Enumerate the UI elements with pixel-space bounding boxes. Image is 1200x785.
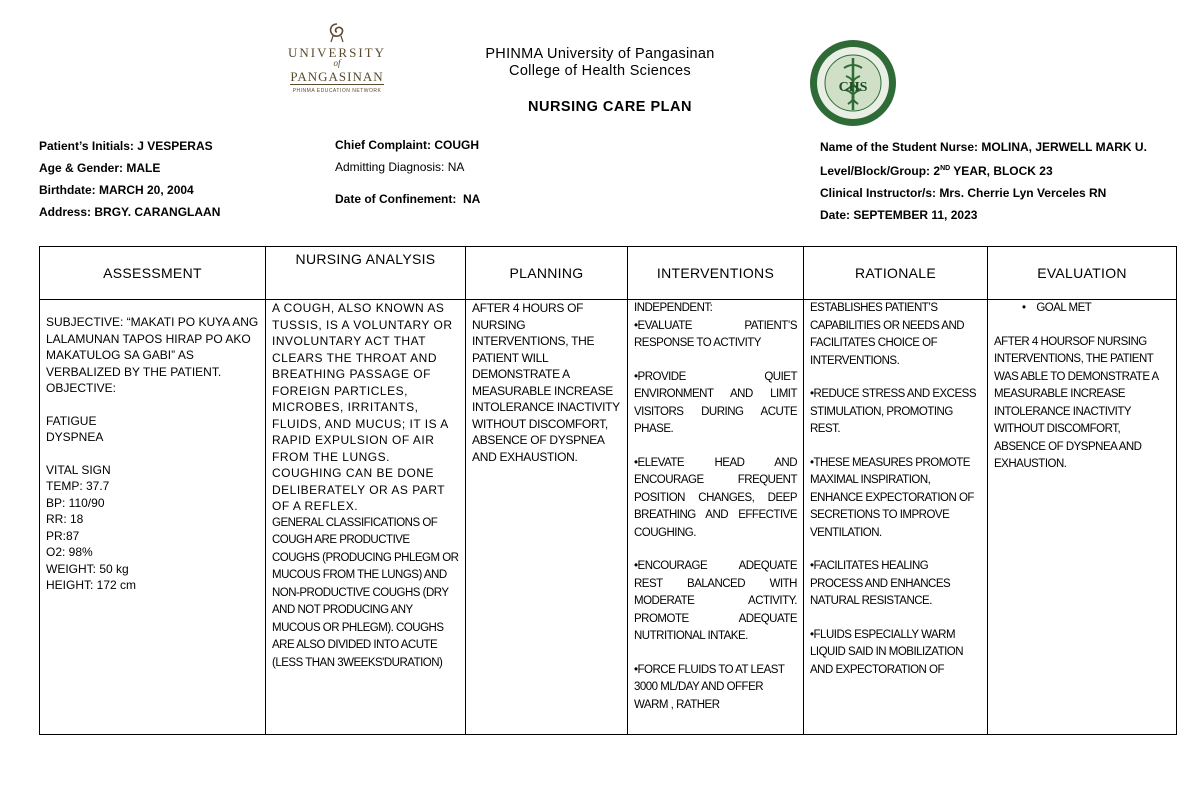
intervention-item: •FORCE FLUIDS TO AT LEAST 3000 ML/DAY AND OFFER WARM , RATHER: [634, 663, 785, 711]
college-name: College of Health Sciences: [509, 63, 691, 79]
logo-network: PHINMA EDUCATION NETWORK: [292, 88, 382, 94]
patient-initials: J VESPERAS: [137, 139, 213, 153]
vital-item: TEMP: 37.7: [46, 479, 110, 493]
objective-item: DYSPNEA: [46, 430, 104, 444]
intervention-item: •EVALUATE PATIENT’S RESPONSE TO ACTIVITY: [634, 319, 797, 349]
chief-complaint: : COUGH: [427, 138, 479, 152]
bullet-icon: •: [1022, 302, 1037, 314]
header-interventions: INTERVENTIONS: [628, 247, 804, 300]
student-info: Name of the Student Nurse: MOLINA, JERWELL MARK U. Level/Block/Group: 2ND YEAR, BLOCK 23 Clinical Instructor/s: Mrs. Cherrie Lyn Verceles RN Date: SEPTEMBER 11, 2023: [820, 140, 1147, 222]
planning-text: AFTER 4 HOURS OF NURSING INTERVENTIONS, THE PATIENT WILL DEMONSTRATE A MEASURABLE INCREASE INTOLERANCE INACTIVITY WITHOUT DISCOMFORT, ABSENCE OF DYSPNEA AND EXHAUSTION.: [472, 301, 620, 464]
care-plan-table: [39, 246, 1177, 735]
objective-label: OBJECTIVE:: [46, 381, 117, 395]
interventions-heading: INDEPENDENT:: [634, 302, 713, 314]
svg-text:CHS: CHS: [838, 80, 868, 95]
vital-item: BP: 110/90: [46, 495, 105, 510]
header-rationale: RATIONALE: [804, 247, 988, 300]
vital-sign-label: VITAL SIGN: [46, 462, 111, 477]
logo-of: of: [333, 58, 341, 68]
chs-seal-icon: [808, 38, 898, 128]
university-logo: [282, 22, 392, 106]
vital-item: WEIGHT: 50 kg: [46, 561, 129, 576]
clinical-instructor: Mrs. Cherrie Lyn Verceles RN: [939, 186, 1107, 200]
subjective-text: SUBJECTIVE: “MAKATI PO KUYA ANG LALAMUNAN TAPOS HIRAP PO AKO MAKATULOG SA GABI” AS VERBALIZED BY THE PATIENT.: [46, 315, 259, 379]
vital-item: HEIGHT: 172 cm: [46, 578, 137, 592]
plan-date: SEPTEMBER 11, 2023: [853, 208, 978, 222]
student-name: MOLINA, JERWELL MARK U.: [981, 140, 1147, 154]
evaluation-text: AFTER 4 HOURSOF NURSING INTERVENTIONS, THE PATIENT WAS ABLE TO DEMONSTRATE A MEASURABLE INCREASE INTOLERANCE INACTIVITY WITHOUT DISCOMFORT, ABSENCE OF DYSPNEA AND EXHAUSTION.: [994, 335, 1159, 470]
header-assessment: ASSESSMENT: [40, 247, 266, 300]
intervention-item: •ENCOURAGE ADEQUATE REST BALANCED WITH MODERATE ACTIVITY. PROMOTE ADEQUATE NUTRITIONAL INTAKE.: [634, 560, 797, 642]
patient-info: Patient’s Initials: J VESPERAS Age & Gender: MALE Birthdate: MARCH 20, 2004 Address: BRGY. CARANGLAAN: [39, 139, 221, 219]
planning-cell: [466, 300, 628, 735]
objective-item: FATIGUE: [46, 413, 97, 428]
evaluation-cell: [988, 300, 1177, 735]
table-header-row: [40, 247, 1177, 300]
header-nursing-analysis: NURSING ANALYSIS: [266, 247, 466, 300]
crest-icon: [324, 22, 350, 44]
analysis-cell: [266, 300, 466, 735]
analysis-text: A COUGH, ALSO KNOWN AS TUSSIS, IS A VOLUNTARY OR INVOLUNTARY ACT THAT CLEARS THE THROAT AND BREATHING PASSAGE OF FOREIGN PARTICLES, MICROBES, IRRITANTS, FLUIDS, AND MUCUS; IT IS A RAPID EXPULSION OF AIR FROM THE LUNGS. COUGHING CAN BE DONE DELIBERATELY OR AS PART OF A REFLEX.: [272, 301, 453, 513]
header-planning: PLANNING: [466, 247, 628, 300]
patient-address: BRGY. CARANGLAAN: [94, 205, 221, 219]
analysis-text-continued: GENERAL CLASSIFICATIONS OF COUGH ARE PRODUCTIVE COUGHS (PRODUCING PHLEGM OR MUCOUS FROM THE LUNGS) AND NON-PRODUCTIVE COUGHS (DRY AND NOT PRODUCING ANY MUCOUS OR PHLEGM). COUGHS ARE ALSO DIVIDED INTO ACUTE (LESS THAN 3WEEKS'DURATION): [272, 516, 459, 669]
rationale-item: •FLUIDS ESPECIALLY WARM LIQUID SAID IN MOBILIZATION AND EXPECTORATION OF: [810, 628, 964, 676]
rationale-item: •FACILITATES HEALING PROCESS AND ENHANCES NATURAL RESISTANCE.: [810, 560, 951, 607]
vital-item: RR: 18: [46, 512, 84, 526]
logo-university: UNIVERSITY: [288, 45, 386, 60]
school-heading: [440, 46, 760, 80]
vital-item: O2: 98%: [46, 545, 93, 559]
vital-item: PR:87: [46, 528, 80, 543]
patient-gender: : MALE: [119, 161, 161, 175]
admitting-diagnosis: Admitting Diagnosis: NA: [335, 160, 465, 174]
logo-pangasinan: PANGASINAN: [290, 69, 384, 84]
assessment-cell: [40, 300, 266, 735]
complaint-info: Chief Complaint: COUGH Admitting Diagnosis: NA Date of Confinement: NA: [335, 138, 481, 206]
student-level: 2ND YEAR, BLOCK 23: [933, 164, 1053, 178]
evaluation-goal: • GOAL MET: [1022, 302, 1092, 314]
rationale-cell: [804, 300, 988, 735]
rationale-item: ESTABLISHES PATIENT’S CAPABILITIES OR NEEDS AND FACILITATES CHOICE OF INTERVENTIONS.: [810, 302, 965, 367]
rationale-item: •THESE MEASURES PROMOTE MAXIMAL INSPIRATION, ENHANCE EXPECTORATION OF SECRETIONS TO IMPROVE VENTILATION.: [810, 456, 974, 539]
interventions-cell: [628, 300, 804, 735]
intervention-item: •ELEVATE HEAD AND ENCOURAGE FREQUENT POSITION CHANGES, DEEP BREATHING AND EFFECTIVE COUGHING.: [634, 456, 797, 539]
table-row: [40, 300, 1177, 735]
header-evaluation: EVALUATION: [988, 247, 1177, 300]
patient-birthdate: MARCH 20, 2004: [99, 183, 194, 197]
date-of-confinement: NA: [463, 192, 481, 206]
school-name: PHINMA University of Pangasinan: [485, 46, 715, 62]
page-title: NURSING CARE PLAN: [528, 99, 692, 115]
rationale-item: •REDUCE STRESS AND EXCESS STIMULATION, PROMOTING REST.: [810, 388, 976, 435]
intervention-item: •PROVIDE QUIET ENVIRONMENT AND LIMIT VISITORS DURING ACUTE PHASE.: [634, 370, 797, 435]
